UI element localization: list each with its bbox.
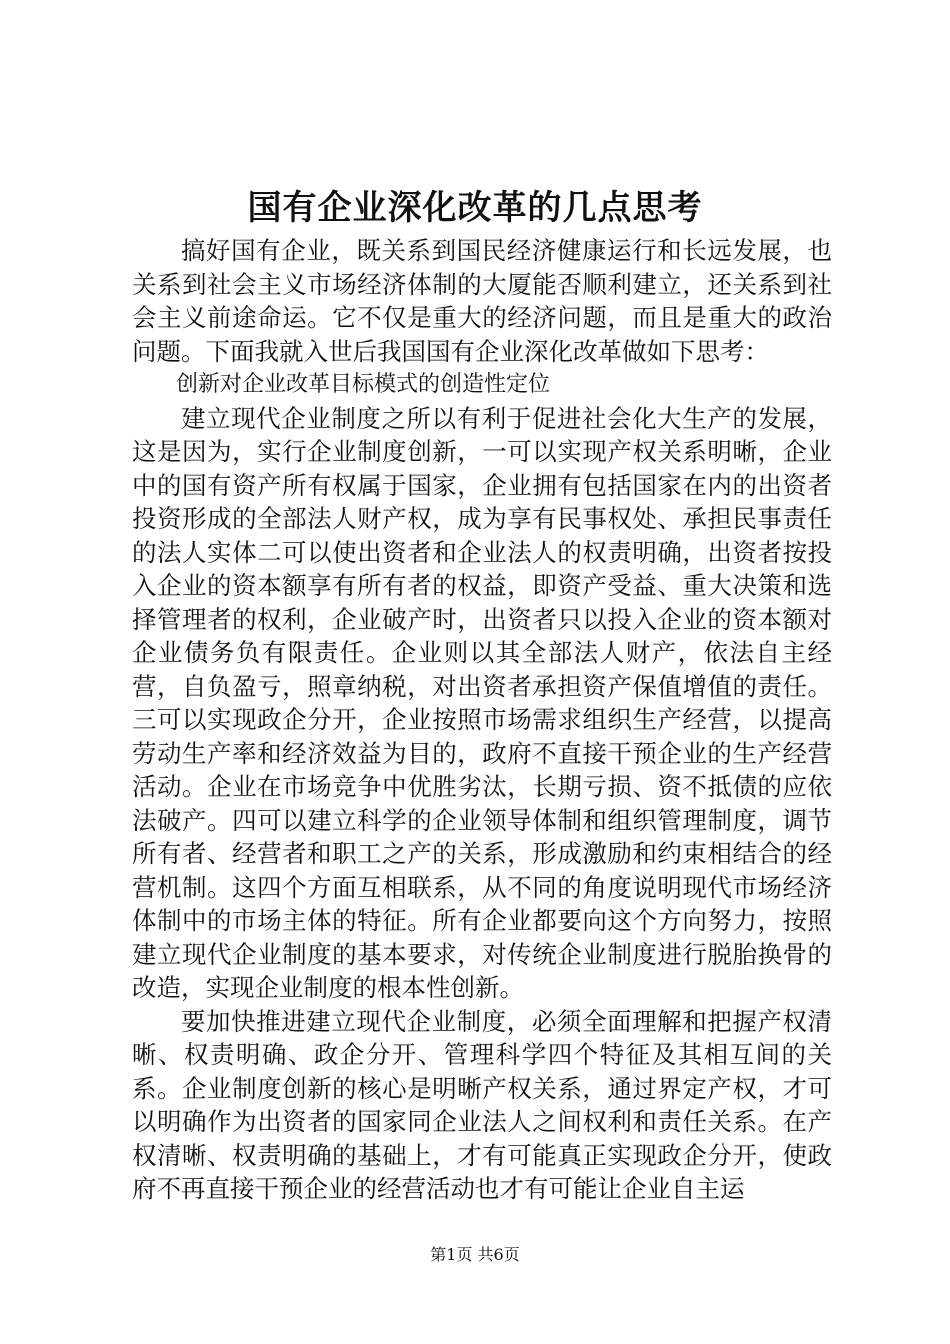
page-number-footer: 第1页 共6页	[430, 1245, 520, 1264]
body-paragraph: 要加快推进建立现代企业制度，必须全面理解和把握产权清晰、权责明确、政企分开、管理科学四个特征及其相互间的关系。企业制度创新的核心是明晰产权关系，通过界定产权，才可以明确作为出资者的国家同企业法人之间权利和责任关系。在产权清晰、权责明确的基础上，才有可能真正实现政企分开，使政府不再直接干预企业的经营活动也才有可能让企业自主运	[132, 1006, 832, 1203]
document-body	[132, 234, 832, 1206]
section-heading: 创新对企业改革目标模式的创造性定位	[176, 372, 551, 397]
body-paragraph: 建立现代企业制度之所以有利于促进社会化大生产的发展，这是因为，实行企业制度创新，一可以实现产权关系明晰，企业中的国有资产所有权属于国家，企业拥有包括国家在内的出资者投资形成的全部法人财产权，成为享有民事权处、承担民事责任的法人实体二可以使出资者和企业法人的权责明确，出资者按投入企业的资本额享有所有者的权益，即资产受益、重大决策和选择管理者的权利，企业破产时，出资者只以投入企业的资本额对企业债务负有限责任。企业则以其全部法人财产，依法自主经营，自负盈亏，照章纳税，对出资者承担资产保值增值的责任。三可以实现政企分开，企业按照市场需求组织生产经营，以提高劳动生产率和经济效益为目的，政府不直接干预企业的生产经营活动。企业在市场竞争中优胜劣汰，长期亏损、资不抵债的应依法破产。四可以建立科学的企业领导体制和组织管理制度，调节所有者、经营者和职工之产的关系，形成激励和约束相结合的经营机制。这四个方面互相联系，从不同的角度说明现代市场经济体制中的市场主体的特征。所有企业都要向这个方向努力，按照建立现代企业制度的基本要求，对传统企业制度进行脱胎换骨的改造，实现企业制度的根本性创新。	[132, 403, 832, 1002]
intro-paragraph: 搞好国有企业，既关系到国民经济健康运行和长远发展，也关系到社会主义市场经济体制的大厦能否顺利建立，还关系到社会主义前途命运。它不仅是重大的经济问题，而且是重大的政治问题。下面我就入世后我国国有企业深化改革做如下思考：	[132, 236, 832, 366]
document-title: 国有企业深化改革的几点思考	[247, 188, 703, 228]
